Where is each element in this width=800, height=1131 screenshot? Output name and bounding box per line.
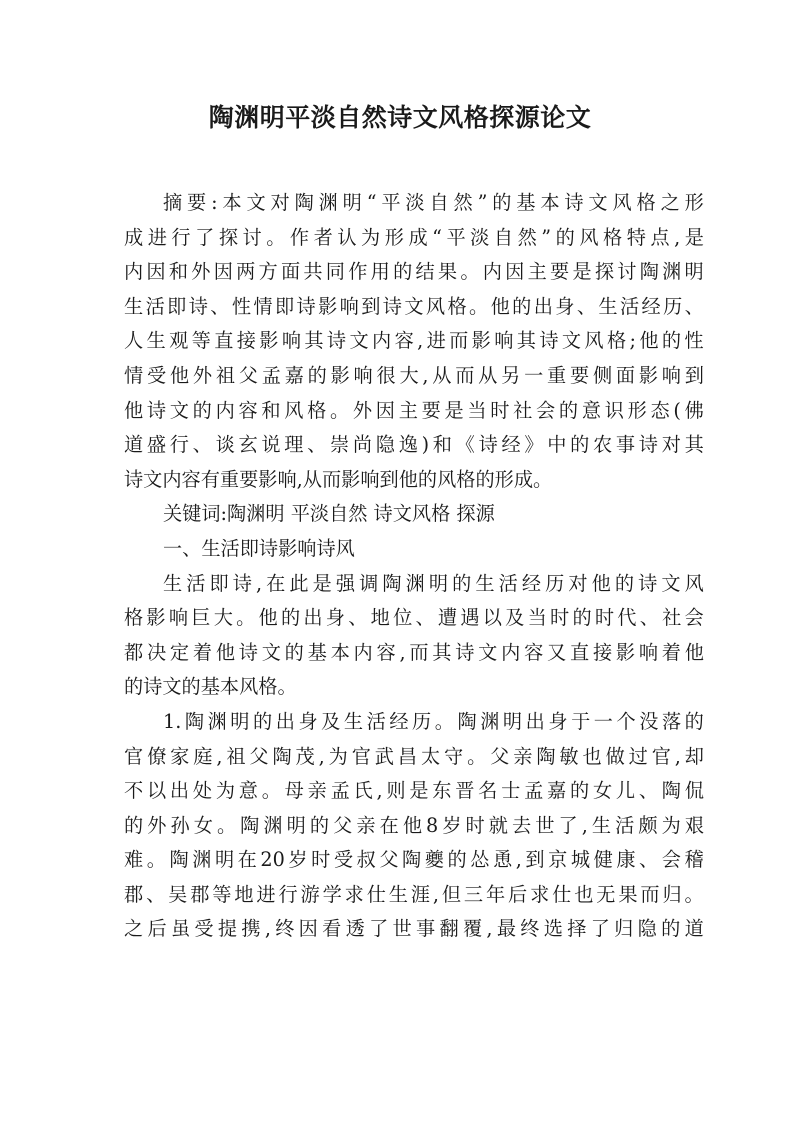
paragraph-line: 郡 、 吴 郡 等 地 进 行 游 学 求 仕 生 涯 , 但 三 年 后 求 仕 也 无 果 而 归 。 — [124, 882, 704, 906]
paragraph-line: 难 。 陶 渊 明 在 20 岁 时 受 叔 父 陶 夔 的 怂 恿 , 到 京 城 健 康 、 会 稽 — [124, 848, 704, 872]
abstract-line: 情 受 他 外 祖 父 孟 嘉 的 影 响 很 大 , 从 而 从 另 一 重 要 侧 面 影 响 到 — [124, 363, 704, 387]
abstract-line: 内 因 和 外 因 两 方 面 共 同 作 用 的 结 果 。 内 因 主 要 是 探 讨 陶 渊 明 — [124, 260, 704, 284]
paragraph-line: 的 外 孙 女 。 陶 渊 明 的 父 亲 在 他 8 岁 时 就 去 世 了 , 生 活 颇 为 艰 — [124, 813, 704, 837]
paragraph-line: 都 决 定 着 他 诗 文 的 基 本 内 容 , 而 其 诗 文 内 容 又 直 接 影 响 着 他 — [124, 640, 704, 664]
document-body — [124, 186, 704, 947]
paragraph-line: 的诗文的基本风格。 — [124, 675, 297, 699]
paragraph-line: 格 影 响 巨 大 。 他 的 出 身 、 地 位 、 遭 遇 以 及 当 时 的 时 代 、 社 会 — [124, 606, 704, 630]
paragraph-line: 之 后 虽 受 提 携 , 终 因 看 透 了 世 事 翻 覆 , 最 终 选 择 了 归 隐 的 道 — [124, 917, 704, 941]
abstract-line: 摘 要 : 本 文 对 陶 渊 明 “ 平 淡 自 然 ” 的 基 本 诗 文 风 格 之 形 — [163, 191, 704, 214]
abstract-line: 道 盛 行 、 谈 玄 说 理 、 崇 尚 隐 逸 ) 和 《 诗 经 》 中 的 农 事 诗 对 其 — [124, 433, 704, 457]
section-heading: 一、生活即诗影响诗风 — [163, 536, 355, 560]
abstract-line: 生 活 即 诗 、 性 情 即 诗 影 响 到 诗 文 风 格 。 他 的 出 身 、 生 活 经 历 、 — [124, 294, 704, 318]
abstract-line: 成 进 行 了 探 讨 。 作 者 认 为 形 成 “ 平 淡 自 然 ” 的 风 格 特 点 , 是 — [124, 225, 704, 249]
keywords-line: 关键词:陶渊明 平淡自然 诗文风格 探源 — [163, 502, 495, 526]
abstract-line: 诗文内容有重要影响,从而影响到他的风格的形成。 — [124, 467, 553, 491]
paragraph-line: 生 活 即 诗 , 在 此 是 强 调 陶 渊 明 的 生 活 经 历 对 他 的 诗 文 风 — [163, 571, 704, 595]
paragraph-line: 不 以 出 处 为 意 。 母 亲 孟 氏 , 则 是 东 晋 名 士 孟 嘉 的 女 儿 、 陶 侃 — [124, 779, 704, 803]
paragraph-line: 官 僚 家 庭 , 祖 父 陶 茂 , 为 官 武 昌 太 守 。 父 亲 陶 敏 也 做 过 官 , 却 — [124, 744, 704, 768]
abstract-line: 他 诗 文 的 内 容 和 风 格 。 外 因 主 要 是 当 时 社 会 的 意 识 形 态 ( 佛 — [124, 398, 704, 422]
paragraph-line: 1. 陶 渊 明 的 出 身 及 生 活 经 历 。 陶 渊 明 出 身 于 一 个 没 落 的 — [163, 709, 704, 733]
document-title: 陶渊明平淡自然诗文风格探源论文 — [208, 103, 592, 132]
abstract-line: 人 生 观 等 直 接 影 响 其 诗 文 内 容 , 进 而 影 响 其 诗 文 风 格 ; 他 的 性 — [124, 329, 704, 353]
